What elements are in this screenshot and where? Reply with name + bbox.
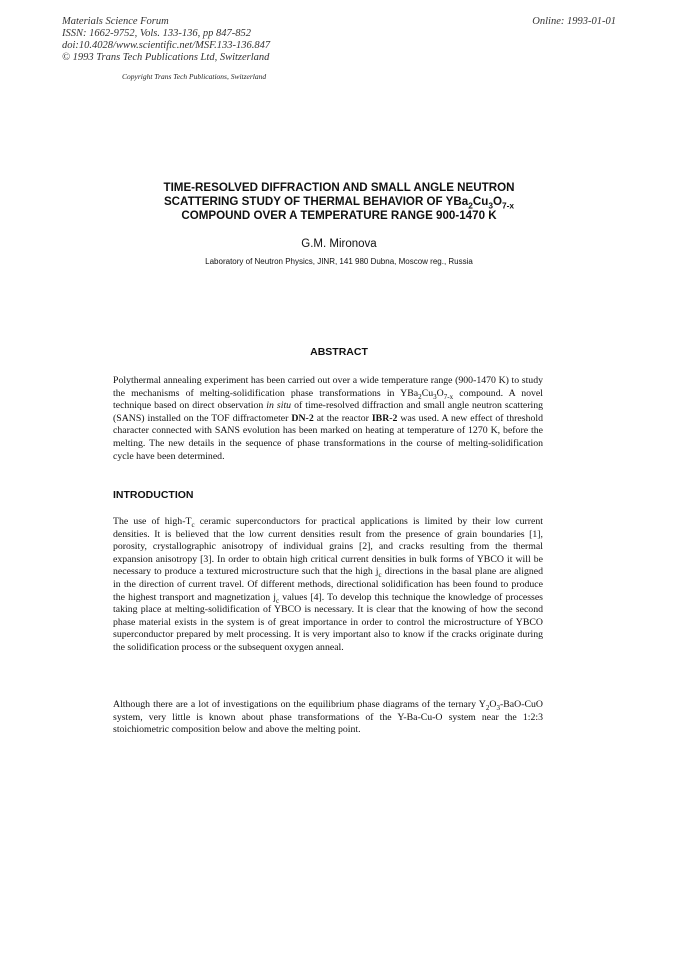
introduction-paragraph-1: The use of high-$T_c$ ceramic superconductors for practical applications is limited by their low current densities. It is believed that the low current densities result from the presence of grain boundaries [1], porosity, crystallographic anisotropy of individual grains [2], and cracks resulting from the thermal expansion anisotropy [3]. In order to obtain high critical current densities in bulk forms of YBCO it will be necessary to produce a textured microstructure such that the high $j_c$ directions in the basal plane are aligned in the direction of current travel. Of different methods, directional solidification has been found to produce the highest transport and magnetization $j_c$ values [4]. To develop this technique the knowledge of processes taking place at melting-solidification of YBCO is necessary. It is clear that the knowing of how the second phase material exists in the system is of great importance in order to control the microstructure of YBCO superconductor prepared by melt processing. It is very important also to know if the cracks originate during the solidification process or the subsequent oxygen anneal.: [113, 516, 543, 653]
copyright-line: Copyright Trans Tech Publications, Switzerland: [122, 72, 267, 81]
issn-line: ISSN: 1662-9752, Vols. 133-136, pp 847-852: [62, 28, 251, 39]
introduction-heading: INTRODUCTION: [113, 489, 194, 501]
journal-name: Materials Science Forum: [62, 16, 169, 27]
doi-line[interactable]: doi:10.4028/www.scientific.net/MSF.133-136.847: [62, 40, 271, 51]
abstract-heading: ABSTRACT: [310, 346, 368, 358]
introduction-paragraph-2: Although there are a lot of investigations on the equilibrium phase diagrams of the ternary $Y_2O_3-BaO$-CuO system, very little is known about phase transformations of the Y-Ba-Cu-O system near the 1:2:3 stoichiometric composition below and above the melting point.: [113, 699, 543, 736]
author-name: G.M. Mironova: [301, 238, 377, 250]
title-line-3: COMPOUND OVER A TEMPERATURE RANGE 900-1470 K: [181, 209, 497, 222]
title-line-1: TIME-RESOLVED DIFFRACTION AND SMALL ANGLE NEUTRON: [163, 181, 515, 194]
author-affiliation: Laboratory of Neutron Physics, JINR, 141 980 Dubna, Moscow reg., Russia: [205, 257, 473, 266]
online-date: Online: 1993-01-01: [532, 16, 616, 27]
title-line-2: SCATTERING STUDY OF THERMAL BEHAVIOR OF $YBa_2Cu_3O_{7-x}$: [163, 195, 515, 211]
paper-title: [110, 181, 568, 223]
abstract-text: Polythermal annealing experiment has been carried out over a wide temperature range (900-1470 K) to study the mechanisms of melting-solidification phase transformations in $YBa_2Cu_3O_{7-x}$ compound. A novel technique based on direct observation in situ of time-resolved diffraction and small angle neutron scattering (SANS) installed on the TOF diffractometer DN-2 at the reactor IBR-2 was used. A new effect of threshold character connected with SANS evolution has been marked on heating at temperature of 1270 K, before the melting. The new details in the sequence of phase transformations in the course of melting-solidification cycle have been determined.: [113, 375, 544, 462]
journal-metadata: [62, 16, 362, 64]
publisher-copyright: © 1993 Trans Tech Publications Ltd, Switzerland: [62, 52, 270, 63]
